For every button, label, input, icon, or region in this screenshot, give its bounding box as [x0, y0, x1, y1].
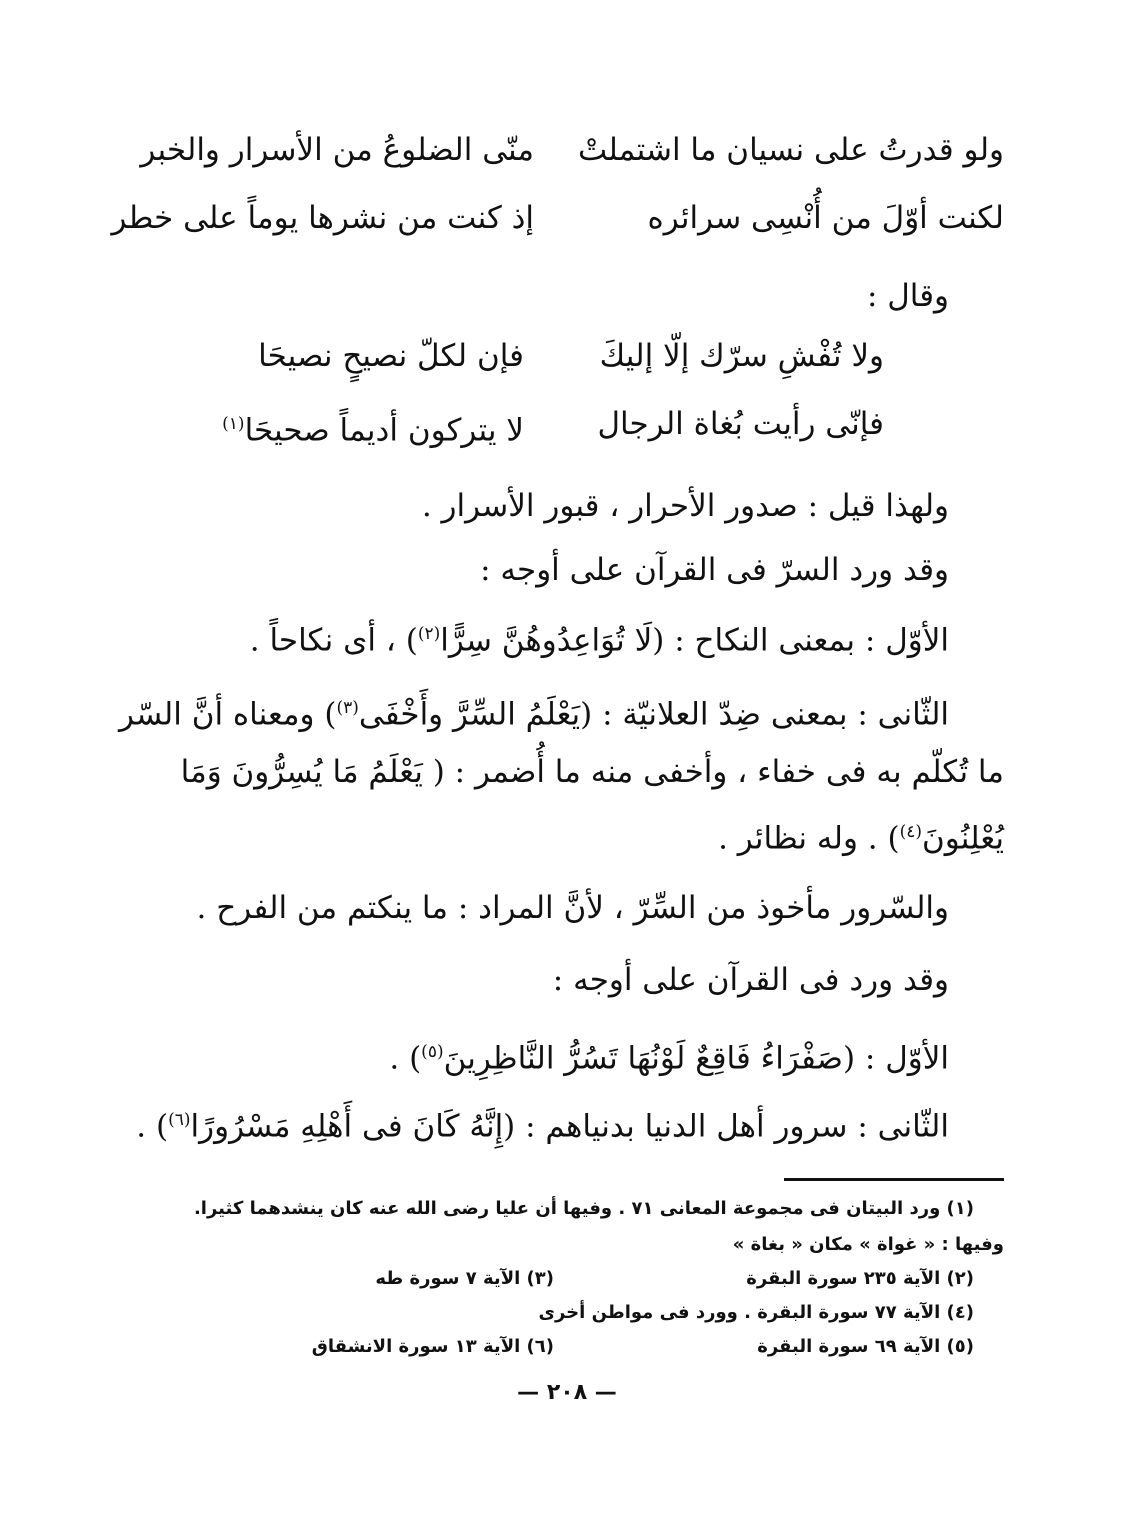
- body-line-9-a: الأوّل : (صَفْرَاءُ فَاقِعٌ لَوْنُهَا تَسُرُّ النَّاظِرِينَ: [443, 1040, 949, 1077]
- verse-4-right: فإنّى رأيت بُغاة الرجال: [597, 406, 884, 442]
- footnote-ref-4: (٤): [899, 822, 923, 842]
- footnote-1-cont: وفيها : « غواة » مكان « بغاة »: [732, 1234, 1004, 1255]
- verse-2-right: لكنت أوّلَ من أُنْسِى سرائره: [647, 200, 1004, 236]
- footnote-5: (٥) الآية ٦٩ سورة البقرة: [757, 1336, 974, 1357]
- body-line-4: [119, 686, 949, 736]
- body-line-4-b: ) ومعناه أنَّ السّر: [119, 696, 337, 733]
- footnote-6: (٦) الآية ١٣ سورة الانشقاق: [311, 1336, 554, 1357]
- verse-4-left-text: لا يتركون أديماً صحيحَا: [244, 412, 524, 449]
- verse-1-left: منّى الضلوعُ من الأسرار والخبر: [140, 132, 534, 168]
- footnote-ref-1: (١): [222, 414, 245, 434]
- body-line-6: [718, 810, 1004, 860]
- body-line-9-b: ) .: [389, 1040, 422, 1077]
- body-line-2: وقد ورد السرّ فى القرآن على أوجه :: [480, 552, 949, 588]
- page-number: — ٢٠٨ —: [517, 1380, 617, 1405]
- body-line-8: وقد ورد فى القرآن على أوجه :: [552, 962, 949, 998]
- body-line-5: ما تُكلّم به فى خفاء ، وأخفى منه ما أُضمر : ( يَعْلَمُ مَا يُسِرُّونَ وَمَا: [180, 754, 1004, 790]
- body-line-3-b: ) ، أى نكاحاً .: [249, 622, 418, 659]
- body-line-7: والسّرور مأخوذ من السِّرّ ، لأنَّ المراد : ما ينكتم من الفرح .: [196, 890, 949, 926]
- footnote-3: (٣) الآية ٧ سورة طه: [375, 1268, 554, 1289]
- footnote-2: (٢) الآية ٢٣٥ سورة البقرة: [746, 1268, 974, 1289]
- body-line-9: [389, 1030, 949, 1080]
- footnote-separator: [784, 1178, 1004, 1181]
- footnote-ref-3: (٣): [336, 698, 359, 718]
- body-line-6-b: ) . وله نظائر .: [718, 820, 900, 857]
- footnote-1: (١) ورد البيتان فى مجموعة المعانى ٧١ . وفيها أن عليا رضى الله عنه كان ينشدهما كثيرا.: [193, 1198, 974, 1219]
- verse-2-left: إذ كنت من نشرها يوماً على خطر: [111, 200, 534, 236]
- body-line-10-b: ) .: [136, 1108, 169, 1145]
- body-line-10-a: الثّانى : سرور أهل الدنيا بدنياهم : (إِنَّهُ كَانَ فى أَهْلِهِ مَسْرُورًا: [190, 1108, 949, 1145]
- footnote-ref-6: (٦): [168, 1110, 191, 1130]
- footnote-ref-2: (٢): [417, 624, 441, 644]
- footnote-4: (٤) الآية ٧٧ سورة البقرة . وورد فى مواطن أخرى: [538, 1302, 974, 1323]
- verse-4-left: [222, 402, 524, 452]
- body-line-1: ولهذا قيل : صدور الأحرار ، قبور الأسرار .: [421, 488, 949, 524]
- footnote-ref-5: (٥): [421, 1042, 444, 1062]
- body-line-3-a: الأوّل : بمعنى النكاح : (لَا تُوَاعِدُوهُنَّ سِرًّا: [440, 622, 949, 659]
- said-line: وقال :: [866, 278, 949, 314]
- body-line-4-a: الثّانى : بمعنى ضِدّ العلانيّة : (يَعْلَمُ السِّرَّ وأَخْفَى: [358, 696, 949, 733]
- body-line-3: [250, 612, 949, 662]
- verse-3-left: فإن لكلّ نصيحٍ نصيحَا: [258, 338, 524, 374]
- verse-1-right: ولو قدرتُ على نسيان ما اشتملتْ: [577, 132, 1004, 168]
- verse-3-right: ولا تُفْشِ سرّك إلّا إليكَ: [599, 338, 884, 374]
- body-line-6-a: يُعْلِنُونَ: [922, 820, 1004, 857]
- body-line-10: [136, 1098, 949, 1148]
